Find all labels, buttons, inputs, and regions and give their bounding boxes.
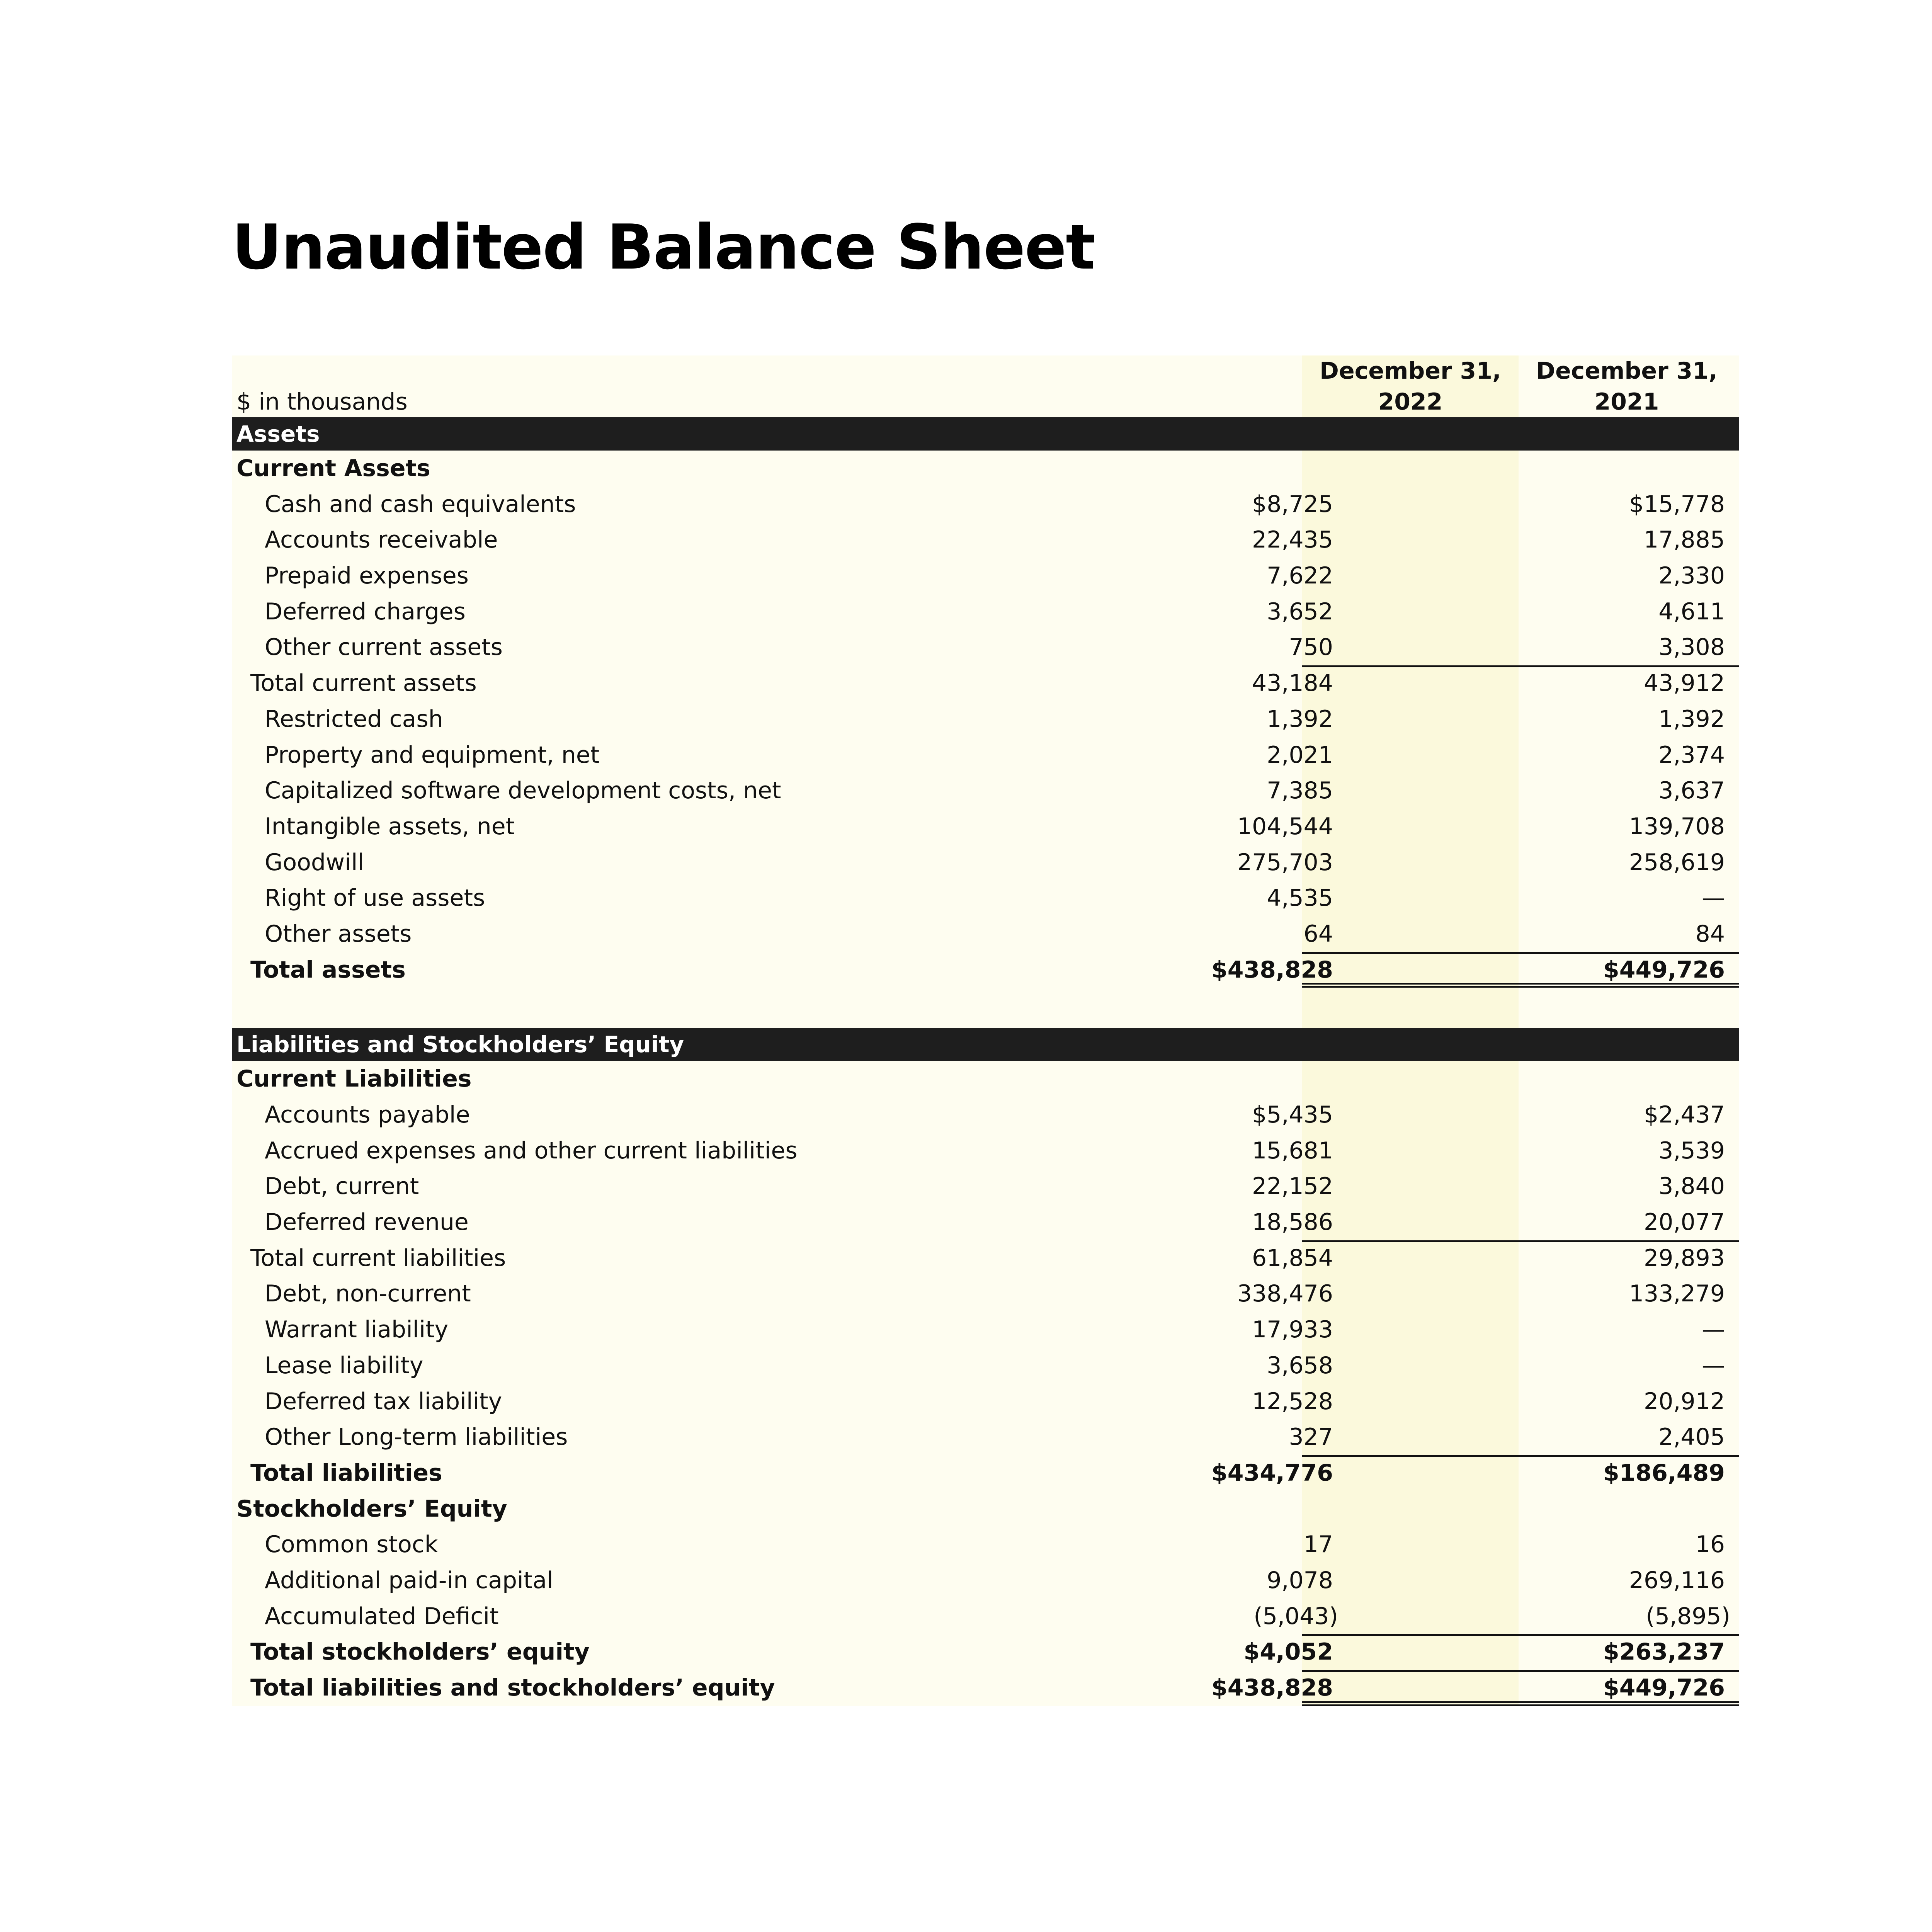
- row-label: Debt, current: [265, 1173, 419, 1200]
- row-label: Intangible assets, net: [265, 813, 515, 840]
- column-header-2022: [1302, 355, 1519, 417]
- row-label: Accounts receivable: [265, 526, 498, 554]
- table-row: [232, 1419, 1739, 1455]
- table-row: [232, 558, 1739, 594]
- table-row: [232, 1097, 1739, 1133]
- table-row: [232, 737, 1739, 773]
- value-2021: 258,619: [1629, 849, 1725, 876]
- table-row: [232, 773, 1739, 809]
- value-2021: 4,611: [1658, 598, 1725, 625]
- value-2021: —: [1702, 1352, 1725, 1379]
- row-label: Capitalized software development costs, net: [265, 777, 781, 804]
- value-2022: 7,385: [1267, 777, 1333, 804]
- value-2022: $434,776: [1211, 1459, 1333, 1486]
- row-label: Other assets: [265, 920, 412, 947]
- value-2022: 3,658: [1267, 1352, 1333, 1379]
- value-2022: (5,043): [1253, 1602, 1338, 1630]
- value-2022: 7,622: [1267, 562, 1333, 590]
- table-row: [232, 486, 1739, 522]
- table-row: [232, 1204, 1739, 1240]
- row-label: Prepaid expenses: [265, 562, 469, 590]
- row-label: Total current assets: [250, 670, 477, 697]
- row-label: Deferred tax liability: [265, 1388, 502, 1415]
- row-label: Common stock: [265, 1531, 438, 1558]
- value-2021: 16: [1695, 1531, 1725, 1558]
- value-2022: 1,392: [1267, 705, 1333, 733]
- row-label: Restricted cash: [265, 705, 443, 733]
- total-liabilities-row: [232, 1455, 1739, 1491]
- table-row: [232, 1348, 1739, 1384]
- row-label: Lease liability: [265, 1352, 423, 1379]
- value-2021: 139,708: [1629, 813, 1725, 840]
- page-title: Unaudited Balance Sheet: [232, 211, 1095, 283]
- column-header-2022-line1: December 31,: [1320, 357, 1501, 384]
- row-label: Accumulated Deficit: [265, 1602, 499, 1630]
- column-header-2021-line1: December 31,: [1536, 357, 1718, 384]
- table-row: [232, 880, 1739, 916]
- value-2021: 17,885: [1644, 526, 1725, 554]
- row-label: Total current liabilities: [250, 1244, 506, 1272]
- row-label: Accounts payable: [265, 1101, 470, 1128]
- value-2022: 22,435: [1252, 526, 1333, 554]
- table-row: [232, 1384, 1739, 1420]
- subtotal-row: [232, 1240, 1739, 1276]
- table-row: [232, 701, 1739, 737]
- value-2021: 3,637: [1658, 777, 1725, 804]
- value-2021: 2,330: [1658, 562, 1725, 590]
- value-2022: 104,544: [1237, 813, 1333, 840]
- table-header-row: [232, 355, 1739, 417]
- row-label: Right of use assets: [265, 884, 485, 912]
- value-2022: 12,528: [1252, 1388, 1333, 1415]
- value-2022: 338,476: [1237, 1280, 1333, 1308]
- row-label: Debt, non-current: [265, 1280, 471, 1308]
- value-2022: $438,828: [1211, 956, 1333, 983]
- value-2022: $438,828: [1211, 1674, 1333, 1701]
- units-label: $ in thousands: [236, 388, 408, 415]
- value-2022: 9,078: [1267, 1566, 1333, 1594]
- value-2022: 22,152: [1252, 1173, 1333, 1200]
- table-row: [232, 845, 1739, 881]
- value-2021: $263,237: [1603, 1638, 1725, 1666]
- row-label: Property and equipment, net: [265, 741, 600, 769]
- row-label: Deferred revenue: [265, 1209, 469, 1236]
- value-2021: $449,726: [1603, 956, 1725, 983]
- table-row: [232, 809, 1739, 845]
- current-liabilities-heading: [232, 1061, 1739, 1097]
- subtotal-row: [232, 665, 1739, 701]
- value-2022: 275,703: [1237, 849, 1333, 876]
- table-row: [232, 1527, 1739, 1563]
- table-row: [232, 916, 1739, 952]
- row-label: Total liabilities and stockholders’ equity: [250, 1674, 775, 1701]
- row-label: Total liabilities: [250, 1459, 442, 1486]
- row-label: Accrued expenses and other current liabilities: [265, 1137, 798, 1164]
- value-2021: $449,726: [1603, 1674, 1725, 1701]
- value-2021: 29,893: [1644, 1244, 1725, 1272]
- value-2021: 20,077: [1644, 1209, 1725, 1236]
- row-label: Additional paid-in capital: [265, 1566, 553, 1594]
- section-label: Stockholders’ Equity: [236, 1495, 507, 1522]
- value-2022: 2,021: [1267, 741, 1333, 769]
- value-2022: 17,933: [1252, 1316, 1333, 1344]
- value-2021: 1,392: [1658, 705, 1725, 733]
- stockholders-equity-heading: [232, 1491, 1739, 1527]
- value-2021: 3,840: [1658, 1173, 1725, 1200]
- value-2021: 2,374: [1658, 741, 1725, 769]
- value-2021: 133,279: [1629, 1280, 1725, 1308]
- row-label: Deferred charges: [265, 598, 466, 625]
- value-2021: 43,912: [1644, 670, 1725, 697]
- value-2022: 327: [1289, 1423, 1333, 1451]
- value-2022: $5,435: [1252, 1101, 1333, 1128]
- value-2022: 17: [1303, 1531, 1333, 1558]
- row-label: Goodwill: [265, 849, 364, 876]
- row-label: Total stockholders’ equity: [250, 1638, 590, 1666]
- row-label: Total assets: [250, 956, 406, 983]
- section-label: Current Liabilities: [236, 1065, 472, 1093]
- value-2022: 15,681: [1252, 1137, 1333, 1164]
- value-2022: $4,052: [1243, 1638, 1333, 1666]
- value-2022: 64: [1303, 920, 1333, 947]
- table-row: [232, 1168, 1739, 1204]
- value-2021: $2,437: [1644, 1101, 1725, 1128]
- current-assets-heading: [232, 451, 1739, 486]
- table-row: [232, 522, 1739, 558]
- balance-sheet-table: [232, 355, 1739, 1706]
- value-2021: 2,405: [1658, 1423, 1725, 1451]
- table-row: [232, 629, 1739, 665]
- value-2021: $15,778: [1629, 490, 1725, 518]
- value-2021: 20,912: [1644, 1388, 1725, 1415]
- table-row: [232, 1276, 1739, 1312]
- column-header-2022-line2: 2022: [1378, 388, 1443, 415]
- value-2021: 3,308: [1658, 634, 1725, 661]
- table-row: [232, 1599, 1739, 1634]
- row-label: Warrant liability: [265, 1316, 449, 1344]
- value-2021: 84: [1695, 920, 1725, 947]
- total-liabilities-equity-row: [232, 1670, 1739, 1706]
- value-2022: 3,652: [1267, 598, 1333, 625]
- value-2021: (5,895): [1646, 1602, 1730, 1630]
- table-row: [232, 1312, 1739, 1348]
- total-equity-row: [232, 1634, 1739, 1670]
- table-row: [232, 1133, 1739, 1169]
- value-2021: —: [1702, 1316, 1725, 1344]
- value-2021: 3,539: [1658, 1137, 1725, 1164]
- liabilities-section-bar: Liabilities and Stockholders’ Equity: [232, 1028, 1739, 1061]
- value-2022: 61,854: [1252, 1244, 1333, 1272]
- value-2021: 269,116: [1629, 1566, 1725, 1594]
- value-2022: 18,586: [1252, 1209, 1333, 1236]
- value-2022: $8,725: [1252, 490, 1333, 518]
- column-header-2021: [1519, 355, 1735, 417]
- assets-section-bar: Assets: [232, 417, 1739, 451]
- value-2021: $186,489: [1603, 1459, 1725, 1486]
- value-2022: 43,184: [1252, 670, 1333, 697]
- table-row: [232, 594, 1739, 630]
- table-row: [232, 1563, 1739, 1599]
- value-2022: 4,535: [1267, 884, 1333, 912]
- value-2021: —: [1702, 884, 1725, 912]
- row-label: Other Long-term liabilities: [265, 1423, 568, 1451]
- row-label: Cash and cash equivalents: [265, 490, 576, 518]
- column-header-2021-line2: 2021: [1594, 388, 1659, 415]
- total-assets-row: [232, 952, 1739, 988]
- spacer-row: [232, 988, 1739, 1028]
- section-label: Current Assets: [236, 455, 430, 482]
- value-2022: 750: [1289, 634, 1333, 661]
- row-label: Other current assets: [265, 634, 503, 661]
